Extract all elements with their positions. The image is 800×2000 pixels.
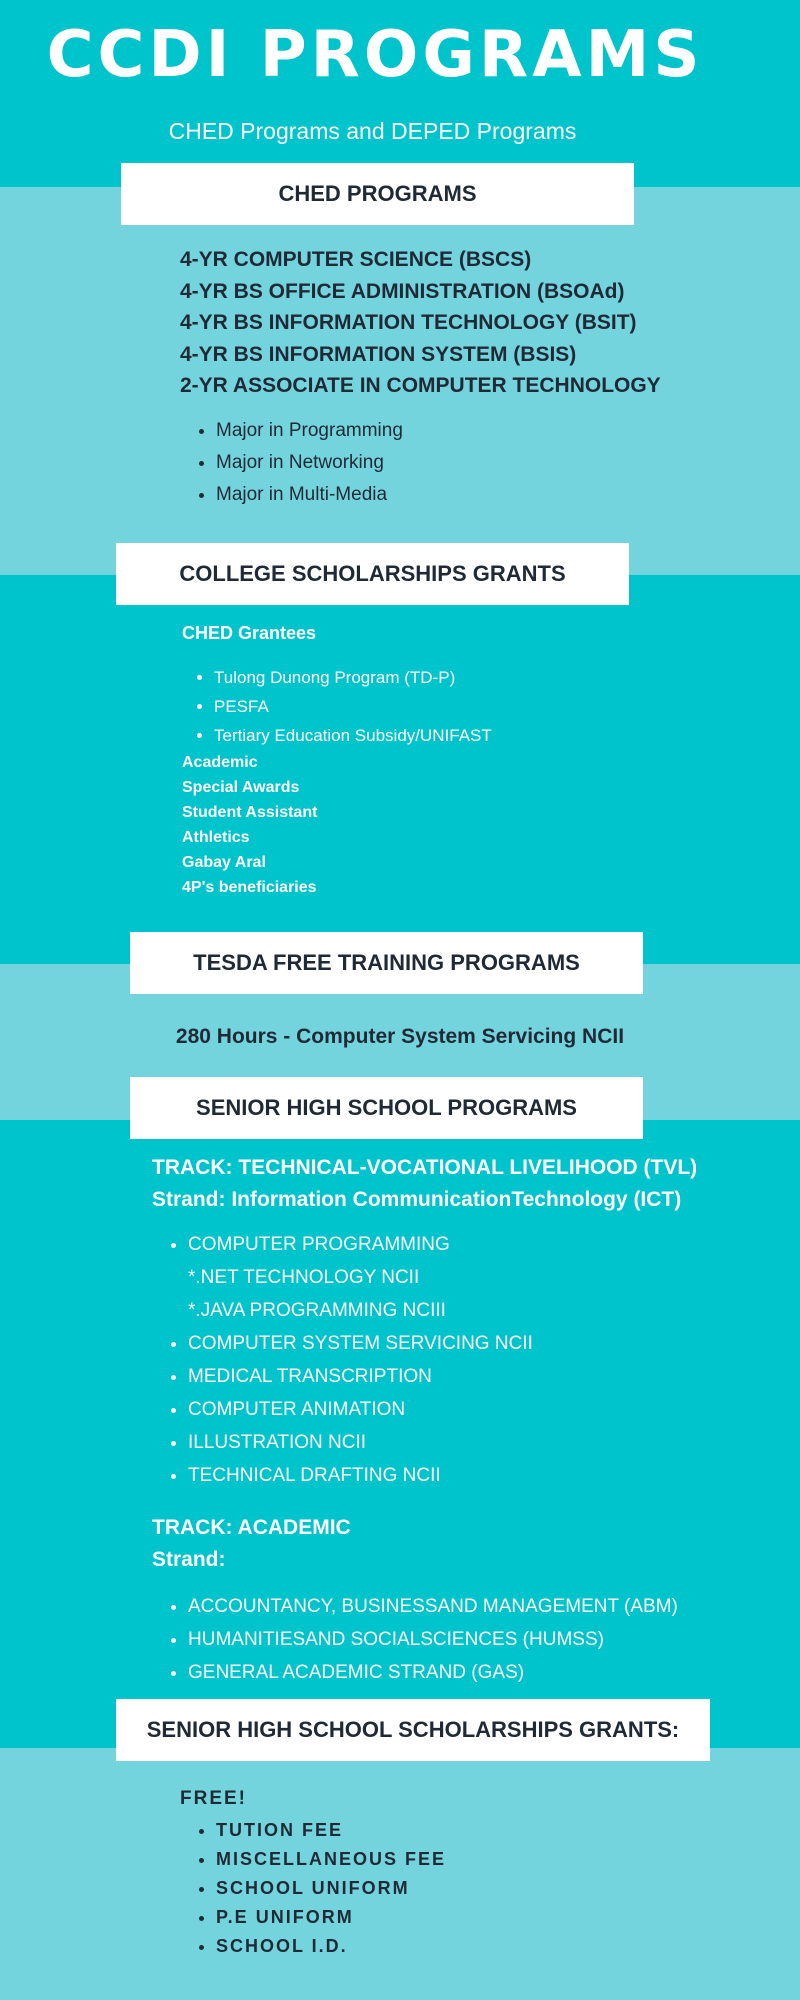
grant-item: Student Assistant <box>182 804 318 821</box>
tesda-program: 280 Hours - Computer System Servicing NCII <box>175 1025 625 1048</box>
tvl-strand: Strand: Information CommunicationTechnology (ICT) <box>152 1188 682 1211</box>
program-item: 4-YR BS OFFICE ADMINISTRATION (BSOAd) <box>180 279 625 303</box>
free-label: FREE! <box>180 1788 247 1809</box>
academic-item: • ACCOUNTANCY, BUSINESSAND MANAGEMENT (ABM) <box>188 1590 678 1623</box>
academic-track: TRACK: ACADEMIC <box>152 1516 351 1539</box>
tvl-list <box>152 1228 533 1492</box>
grant-item: Gabay Aral <box>182 854 266 871</box>
major-item: • Major in Networking <box>216 447 403 479</box>
tvl-track-block <box>152 1152 697 1216</box>
ched-grantees-label: CHED Grantees <box>182 623 317 643</box>
grantee-item: • Tertiary Education Subsidy/UNIFAST <box>214 721 492 750</box>
major-item: • Major in Multi-Media <box>216 479 403 511</box>
tvl-item: • TECHNICAL DRAFTING NCII <box>188 1459 533 1492</box>
free-item: • P.E UNIFORM <box>216 1903 446 1932</box>
shs-grants-heading: SENIOR HIGH SCHOOL SCHOLARSHIPS GRANTS: <box>116 1699 710 1761</box>
program-item: 4-YR BS INFORMATION SYSTEM (BSIS) <box>180 342 577 366</box>
academic-strand: Strand: <box>152 1548 226 1571</box>
college-grants-heading: COLLEGE SCHOLARSHIPS GRANTS <box>116 543 629 605</box>
free-item: • TUTION FEE <box>216 1816 446 1845</box>
tesda-heading: TESDA FREE TRAINING PROGRAMS <box>130 932 643 994</box>
tvl-item: • COMPUTER ANIMATION <box>188 1393 533 1426</box>
program-item: 2-YR ASSOCIATE IN COMPUTER TECHNOLOGY <box>180 374 661 397</box>
tvl-track: TRACK: TECHNICAL-VOCATIONAL LIVELIHOOD (TVL) <box>152 1156 698 1179</box>
grant-item: Special Awards <box>182 779 300 796</box>
grantee-item: • PESFA <box>214 692 492 721</box>
major-item: • Major in Programming <box>216 415 403 447</box>
tvl-item: • COMPUTER PROGRAMMING <box>188 1228 533 1261</box>
grant-item: Academic <box>182 754 258 771</box>
ched-program-list <box>180 244 661 402</box>
grants-band <box>0 575 800 964</box>
tvl-item: • ILLUSTRATION NCII <box>188 1426 533 1459</box>
tvl-subitem: *.NET TECHNOLOGY NCII <box>188 1267 420 1288</box>
free-item: • SCHOOL UNIFORM <box>216 1874 446 1903</box>
program-item: 4-YR COMPUTER SCIENCE (BSCS) <box>180 248 532 271</box>
page-subtitle: CHED Programs and DEPED Programs <box>168 118 577 144</box>
page-title: CCDI PROGRAMS <box>46 18 704 92</box>
tvl-item: • MEDICAL TRANSCRIPTION <box>188 1360 533 1393</box>
other-grants-list <box>182 750 317 900</box>
academic-track-block <box>152 1512 351 1576</box>
program-item: 4-YR BS INFORMATION TECHNOLOGY (BSIT) <box>180 311 637 334</box>
academic-item: • HUMANITIESAND SOCIALSCIENCES (HUMSS) <box>188 1623 678 1656</box>
academic-item: • GENERAL ACADEMIC STRAND (GAS) <box>188 1656 678 1689</box>
tvl-item: • COMPUTER SYSTEM SERVICING NCII <box>188 1327 533 1360</box>
free-items-list <box>180 1816 446 1961</box>
ched-majors-list <box>180 415 403 511</box>
grant-item: 4P's beneficiaries <box>182 879 317 896</box>
free-item: • SCHOOL I.D. <box>216 1932 446 1961</box>
shs-heading: SENIOR HIGH SCHOOL PROGRAMS <box>130 1077 643 1139</box>
ched-heading: CHED PROGRAMS <box>121 163 634 225</box>
free-item: • MISCELLANEOUS FEE <box>216 1845 446 1874</box>
grantee-list <box>178 663 492 750</box>
grant-item: Athletics <box>182 829 250 846</box>
grantee-item: • Tulong Dunong Program (TD-P) <box>214 663 492 692</box>
academic-list <box>152 1590 678 1689</box>
tvl-subitem: *.JAVA PROGRAMMING NCIII <box>188 1300 446 1321</box>
